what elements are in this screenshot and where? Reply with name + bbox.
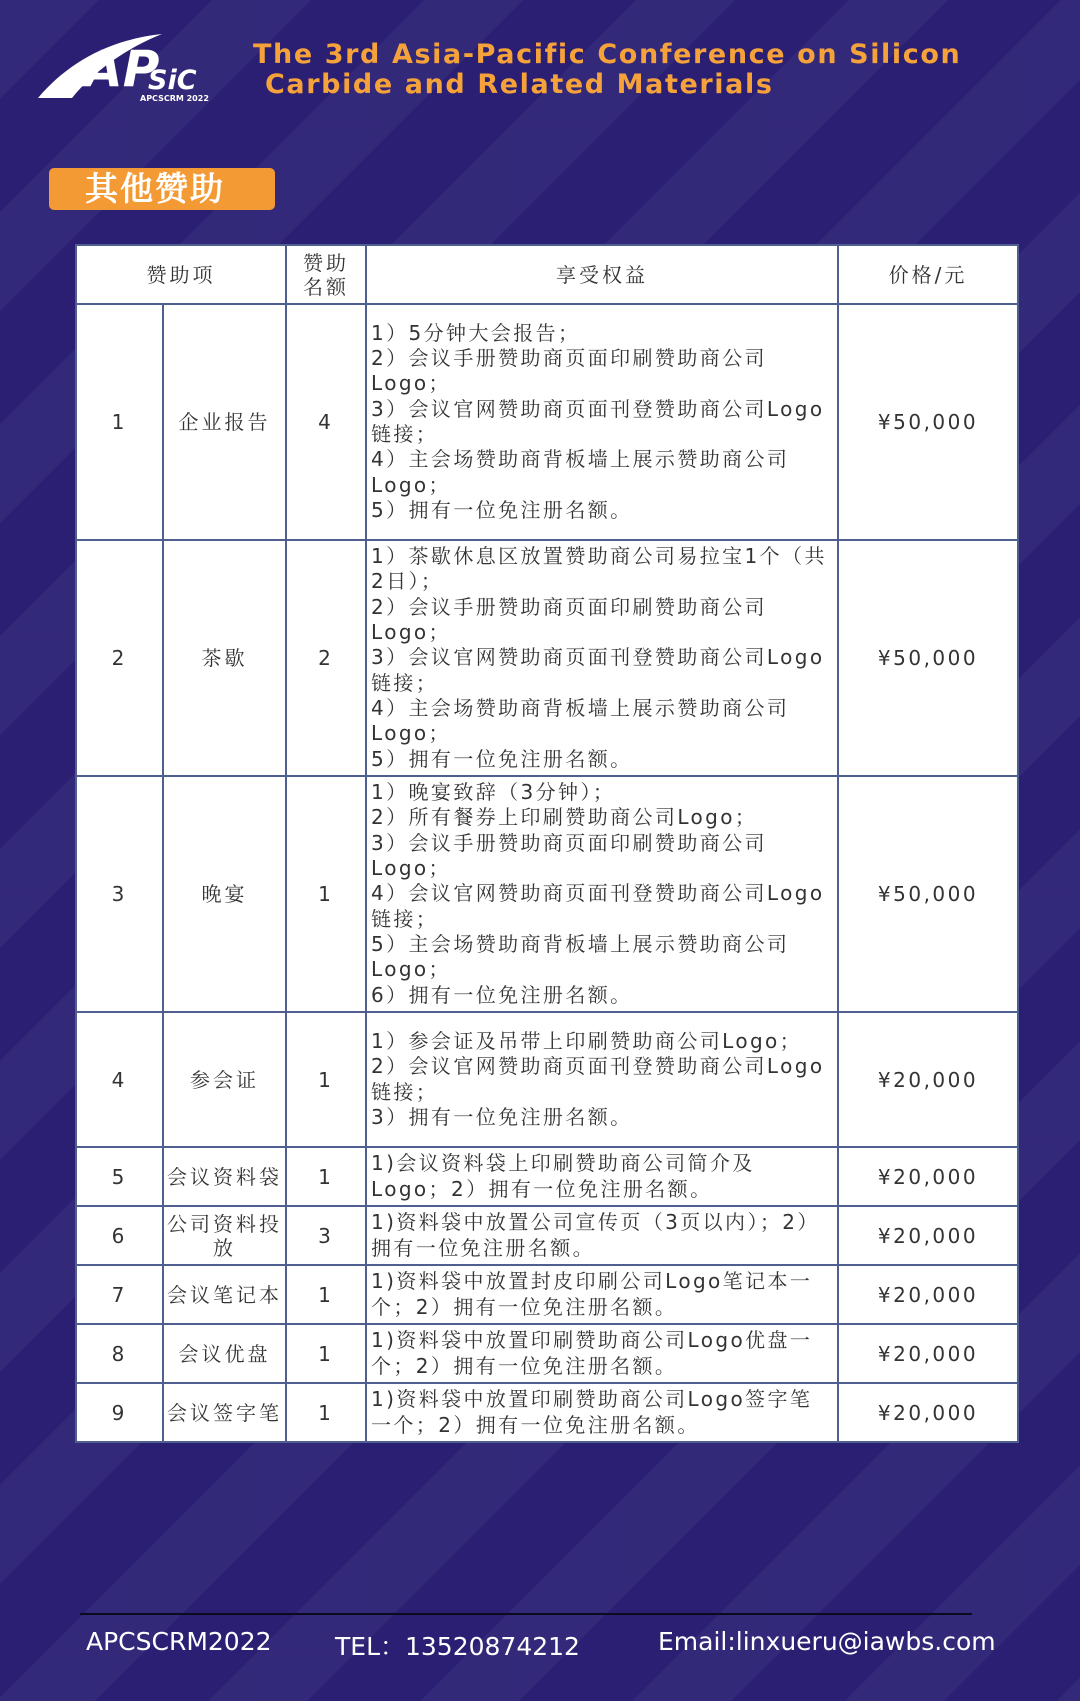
row-benefits bbox=[366, 1147, 838, 1206]
row-quota: 4 bbox=[286, 304, 366, 540]
row-price: ¥20,000 bbox=[838, 1265, 1018, 1324]
row-quota: 1 bbox=[286, 776, 366, 1012]
row-price: ¥20,000 bbox=[838, 1206, 1018, 1265]
row-price: ¥20,000 bbox=[838, 1012, 1018, 1147]
row-quota: 1 bbox=[286, 1265, 366, 1324]
row-item-name: 晚宴 bbox=[163, 776, 286, 1012]
conference-title-line1: The 3rd Asia-Pacific Conference on Silicon bbox=[253, 39, 962, 70]
table-row bbox=[76, 1206, 1018, 1265]
benefit-line: 3）会议手册赞助商页面印刷赞助商公司Logo； bbox=[371, 830, 767, 881]
table-row bbox=[76, 1012, 1018, 1147]
row-benefits bbox=[366, 776, 838, 1012]
footer-tel: TEL：13520874212 bbox=[335, 1632, 580, 1661]
table-row bbox=[76, 776, 1018, 1012]
row-number: 8 bbox=[76, 1324, 163, 1383]
row-number: 6 bbox=[76, 1206, 163, 1265]
row-quota: 3 bbox=[286, 1206, 366, 1265]
header-quota-line1: 赞助 bbox=[303, 250, 349, 275]
logo-mark: AP bbox=[84, 40, 160, 98]
row-number: 9 bbox=[76, 1383, 163, 1442]
row-benefits bbox=[366, 1206, 838, 1265]
benefit-line: 1）5分钟大会报告； bbox=[371, 320, 581, 345]
table-header-row bbox=[76, 245, 1018, 304]
benefit-line: 2）会议手册赞助商页面印刷赞助商公司Logo； bbox=[371, 594, 767, 645]
logo-caption: APCSCRM 2022 bbox=[140, 94, 209, 103]
table-row bbox=[76, 304, 1018, 540]
row-item-name: 会议资料袋 bbox=[163, 1147, 286, 1206]
header-quota bbox=[286, 245, 366, 304]
row-quota: 2 bbox=[286, 540, 366, 776]
benefit-line: 1)会议资料袋上印刷赞助商公司简介及Logo；2）拥有一位免注册名额。 bbox=[371, 1151, 755, 1201]
row-quota: 1 bbox=[286, 1383, 366, 1442]
row-price: ¥50,000 bbox=[838, 540, 1018, 776]
benefit-line: 3）拥有一位免注册名额。 bbox=[371, 1104, 633, 1129]
row-number: 4 bbox=[76, 1012, 163, 1147]
row-number: 5 bbox=[76, 1147, 163, 1206]
benefit-line: 4）主会场赞助商背板墙上展示赞助商公司Logo； bbox=[371, 447, 790, 497]
benefit-line: 5）主会场赞助商背板墙上展示赞助商公司Logo； bbox=[371, 931, 790, 982]
row-item-name: 会议签字笔 bbox=[163, 1383, 286, 1442]
benefit-line: 3）会议官网赞助商页面刊登赞助商公司Logo链接； bbox=[371, 396, 825, 446]
row-price: ¥50,000 bbox=[838, 776, 1018, 1012]
benefit-line: 2）会议手册赞助商页面印刷赞助商公司Logo； bbox=[371, 346, 767, 396]
row-item-name: 会议笔记本 bbox=[163, 1265, 286, 1324]
header-sponsor-item: 赞助项 bbox=[76, 245, 286, 304]
benefit-line: 2）所有餐券上印刷赞助商公司Logo； bbox=[371, 805, 758, 830]
footer-org: APCSCRM2022 bbox=[86, 1627, 272, 1656]
benefit-line: 3）会议官网赞助商页面刊登赞助商公司Logo链接； bbox=[371, 645, 825, 695]
row-benefits bbox=[366, 1383, 838, 1442]
header-benefits: 享受权益 bbox=[366, 245, 838, 304]
row-benefits bbox=[366, 1012, 838, 1147]
row-benefits bbox=[366, 1265, 838, 1324]
row-benefits bbox=[366, 304, 838, 540]
row-item-name: 参会证 bbox=[163, 1012, 286, 1147]
row-item-name: 茶歇 bbox=[163, 540, 286, 776]
header-price: 价格/元 bbox=[838, 245, 1018, 304]
row-item-name: 公司资料投放 bbox=[163, 1206, 286, 1265]
conference-title bbox=[253, 40, 993, 100]
benefit-line: 4）会议官网赞助商页面刊登赞助商公司Logo链接； bbox=[371, 881, 825, 931]
table-body bbox=[76, 304, 1018, 1442]
table-row bbox=[76, 1324, 1018, 1383]
row-number: 2 bbox=[76, 540, 163, 776]
logo-sub-mark: SiC bbox=[148, 65, 197, 96]
table-row bbox=[76, 1147, 1018, 1206]
benefit-line: 1)资料袋中放置公司宣传页（3页以内）；2）拥有一位免注册名额。 bbox=[371, 1210, 820, 1260]
row-item-name: 会议优盘 bbox=[163, 1324, 286, 1383]
table-row bbox=[76, 1265, 1018, 1324]
benefit-line: 1)资料袋中放置印刷赞助商公司Logo优盘一个；2）拥有一位免注册名额。 bbox=[371, 1328, 813, 1378]
row-quota: 1 bbox=[286, 1147, 366, 1206]
row-number: 1 bbox=[76, 304, 163, 540]
row-price: ¥20,000 bbox=[838, 1383, 1018, 1442]
row-price: ¥20,000 bbox=[838, 1147, 1018, 1206]
benefit-line: 1）参会证及吊带上印刷赞助商公司Logo； bbox=[371, 1028, 803, 1053]
benefit-line: 1)资料袋中放置印刷赞助商公司Logo签字笔一个；2）拥有一位免注册名额。 bbox=[371, 1387, 813, 1437]
table-row bbox=[76, 1383, 1018, 1442]
table-row bbox=[76, 540, 1018, 776]
footer-divider bbox=[80, 1613, 972, 1615]
conference-title-line2: Carbide and Related Materials bbox=[265, 69, 774, 100]
row-quota: 1 bbox=[286, 1012, 366, 1147]
row-price: ¥20,000 bbox=[838, 1324, 1018, 1383]
benefit-line: 1)资料袋中放置封皮印刷公司Logo笔记本一个；2）拥有一位免注册名额。 bbox=[371, 1269, 813, 1319]
row-benefits bbox=[366, 540, 838, 776]
benefit-line: 2）会议官网赞助商页面刊登赞助商公司Logo链接； bbox=[371, 1054, 825, 1104]
row-number: 3 bbox=[76, 776, 163, 1012]
benefit-line: 4）主会场赞助商背板墙上展示赞助商公司Logo； bbox=[371, 695, 790, 746]
header-quota-line2: 名额 bbox=[303, 274, 349, 299]
row-quota: 1 bbox=[286, 1324, 366, 1383]
row-price: ¥50,000 bbox=[838, 304, 1018, 540]
benefit-line: 6）拥有一位免注册名额。 bbox=[371, 982, 633, 1007]
row-number: 7 bbox=[76, 1265, 163, 1324]
benefit-line: 1）晚宴致辞（3分钟）； bbox=[371, 780, 616, 805]
conference-logo bbox=[36, 30, 216, 105]
benefit-line: 5）拥有一位免注册名额。 bbox=[371, 746, 633, 771]
row-benefits bbox=[366, 1324, 838, 1383]
section-title: 其他赞助 bbox=[49, 168, 275, 210]
benefit-line: 5）拥有一位免注册名额。 bbox=[371, 497, 633, 522]
sponsorship-table bbox=[75, 244, 1019, 1443]
row-item-name: 企业报告 bbox=[163, 304, 286, 540]
footer-email: Email:linxueru@iawbs.com bbox=[658, 1627, 996, 1656]
benefit-line: 1）茶歇休息区放置赞助商公司易拉宝1个（共2日）； bbox=[371, 544, 827, 594]
